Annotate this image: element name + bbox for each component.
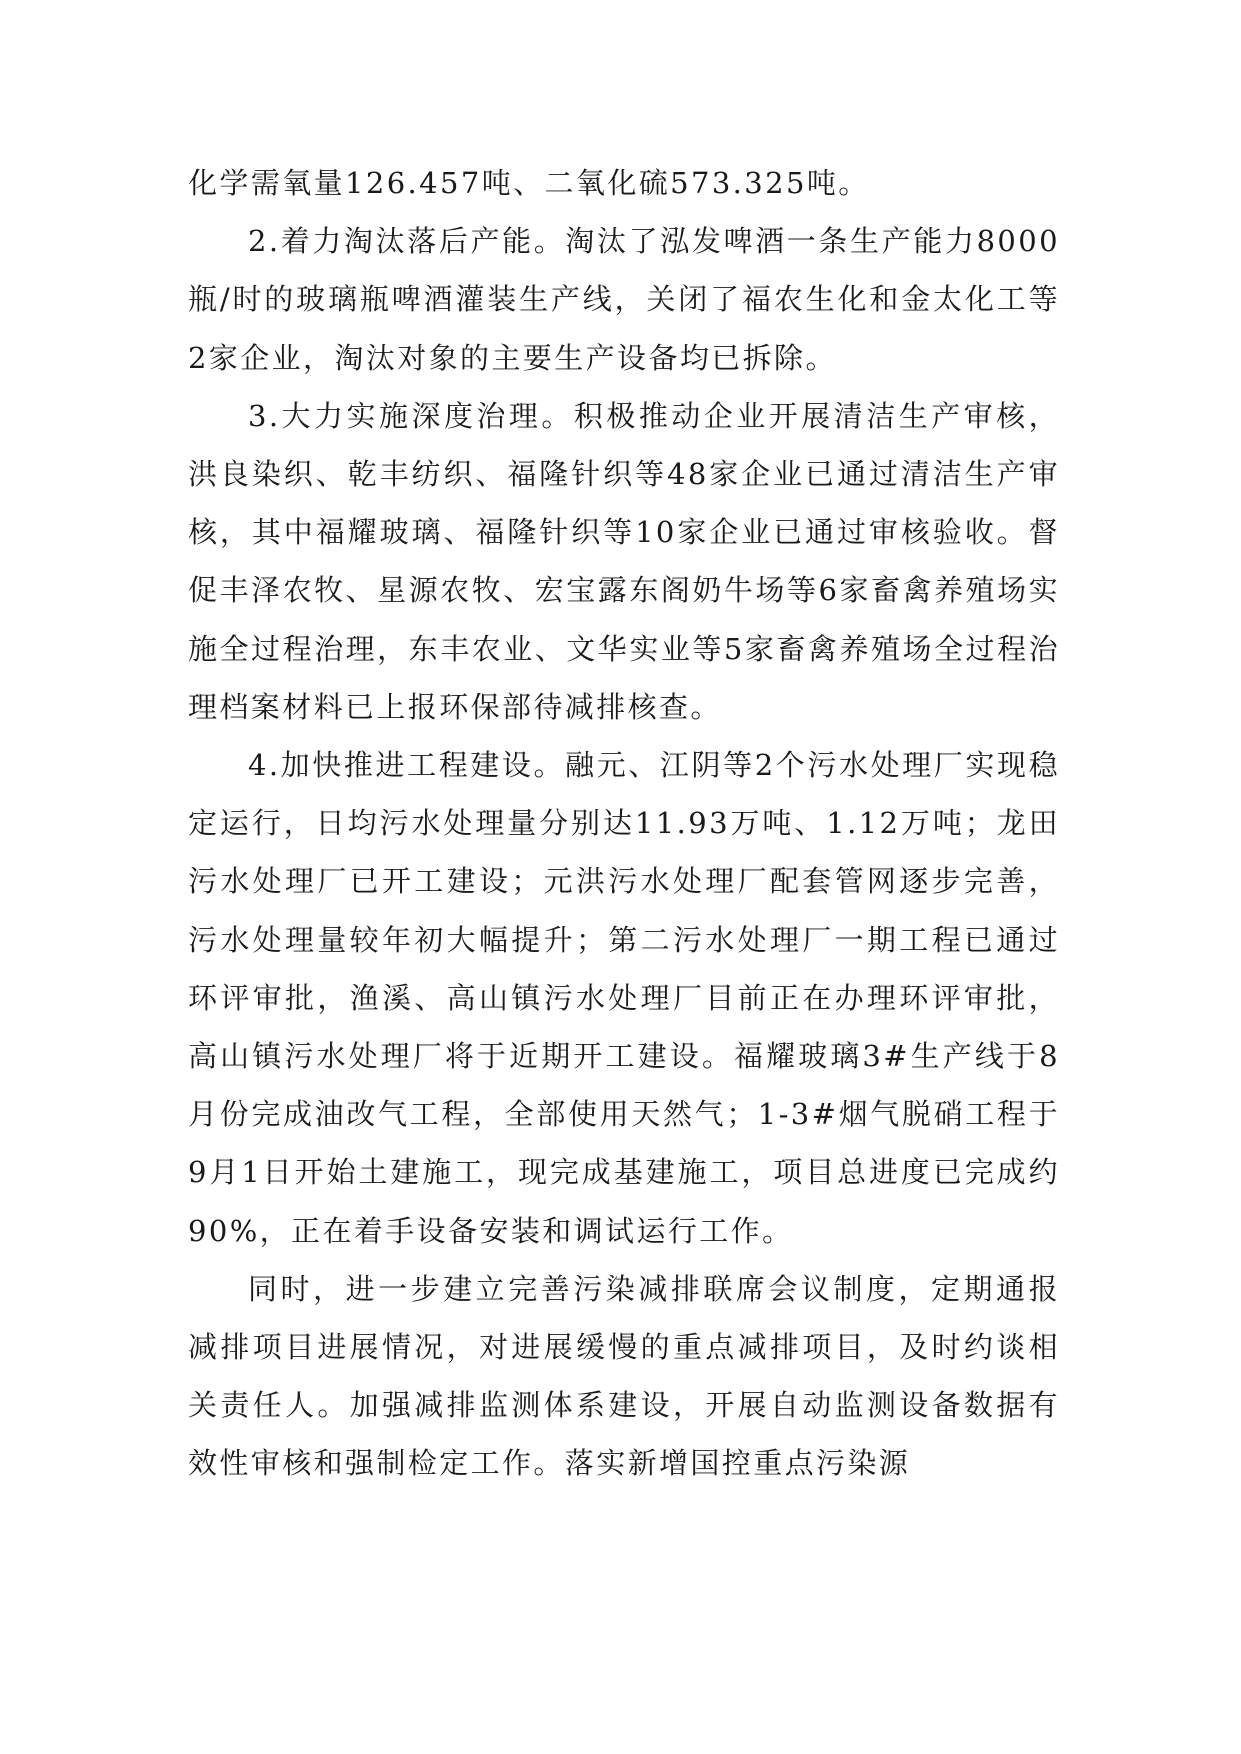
paragraph-eliminate-capacity: 2.着力淘汰落后产能。淘汰了泓发啤酒一条生产能力8000瓶/时的玻璃瓶啤酒灌装生产线，关闭了福农生化和金太化工等2家企业，淘汰对象的主要生产设备均已拆除。 bbox=[188, 224, 1060, 375]
paragraph-meeting-system: 同时，进一步建立完善污染减排联席会议制度，定期通报减排项目进展情况，对进展缓慢的重点减排项目，及时约谈相关责任人。加强减排监测体系建设，开展自动监测设备数据有效性审核和强制检定工作。落实新增国控重点污染源 bbox=[188, 1271, 1060, 1481]
paragraph-continuation: 化学需氧量126.457吨、二氧化硫573.325吨。 bbox=[188, 166, 870, 200]
paragraph-deep-treatment: 3.大力实施深度治理。积极推动企业开展清洁生产审核，洪良染织、乾丰纺织、福隆针织等48家企业已通过清洁生产审核，其中福耀玻璃、福隆针织等10家企业已通过审核验收。督促丰泽农牧、星源农牧、宏宝露东阁奶牛场等6家畜禽养殖场实施全过程治理，东丰农业、文华实业等5家畜禽养殖场全过程治理档案材料已上报环保部待减排核查。 bbox=[188, 398, 1060, 724]
paragraph-project-construction: 4.加快推进工程建设。融元、江阴等2个污水处理厂实现稳定运行，日均污水处理量分别达11.93万吨、1.12万吨；龙田污水处理厂已开工建设；元洪污水处理厂配套管网逐步完善，污水处理量较年初大幅提升；第二污水处理厂一期工程已通过环评审批，渔溪、高山镇污水处理厂目前正在办理环评审批，高山镇污水处理厂将于近期开工建设。福耀玻璃3#生产线于8月份完成油改气工程，全部使用天然气；1-3#烟气脱硝工程于9月1日开始土建施工，现完成基建施工，项目总进度已完成约90%，正在着手设备安装和调试运行工作。 bbox=[188, 748, 1060, 1248]
document-body bbox=[188, 154, 1060, 1493]
